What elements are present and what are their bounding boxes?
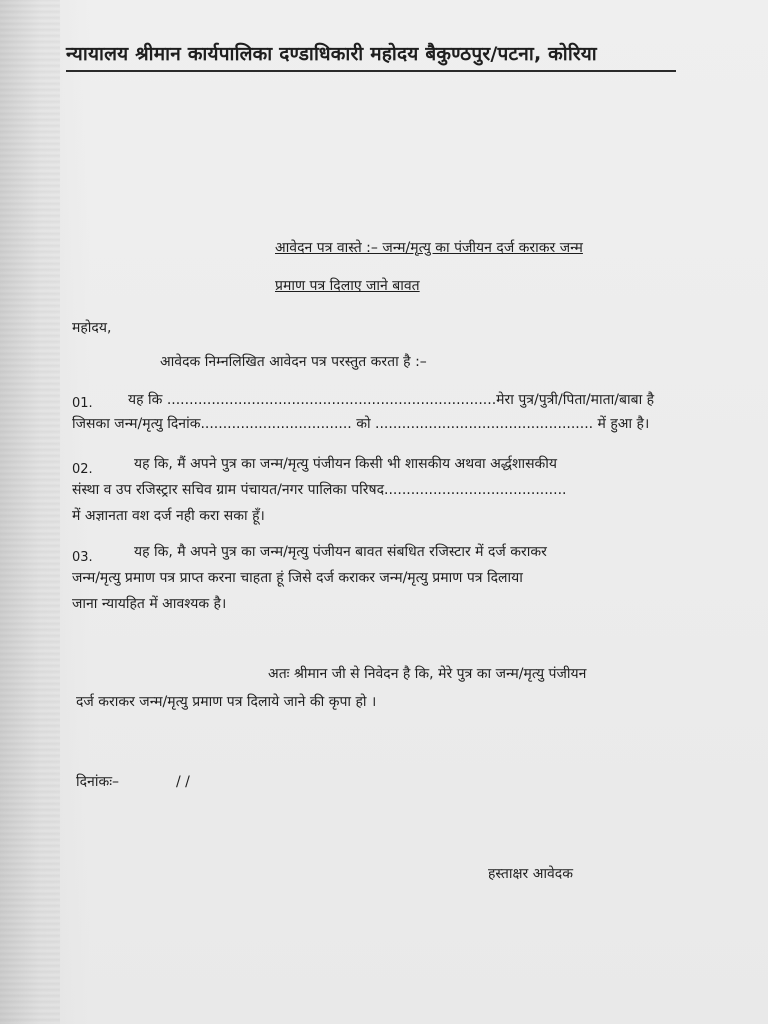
subject-line-2: प्रमाण पत्र दिलाए जाने बावत xyxy=(275,278,420,294)
request-line-2: दर्ज कराकर जन्म/मृत्यु प्रमाण पत्र दिलाये जाने की कृपा हो । xyxy=(76,694,377,710)
para-2-number: 02. xyxy=(72,462,93,477)
para-3-line-3: जाना न्यायहित में आवश्यक है। xyxy=(72,596,227,612)
para-3-line-1: यह कि, मै अपने पुत्र का जन्म/मृत्यु पंजीयन बावत संबधित रजिस्टार में दर्ज कराकर xyxy=(134,544,547,560)
para-2-line-3: में अज्ञानता वश दर्ज नही करा सका हूँ। xyxy=(72,508,265,524)
para-3-number: 03. xyxy=(72,550,93,565)
signature-label: हस्ताक्षर आवेदक xyxy=(488,866,573,882)
intro-line: आवेदक निम्नलिखित आवेदन पत्र परस्तुत करता है :– xyxy=(160,354,427,370)
para-1-line-2: जिसका जन्म/मृत्यु दिनांक.................................. को ................................................. में हुआ है। xyxy=(72,416,650,432)
date-blank: / / xyxy=(176,774,190,790)
para-3-line-2: जन्म/मृत्यु प्रमाण पत्र प्राप्त करना चाहता हूं जिसे दर्ज कराकर जन्म/मृत्यु प्रमाण पत्र दिलाया xyxy=(72,570,523,586)
date-label: दिनांकः– xyxy=(76,774,120,790)
para-2-line-2: संस्था व उप रजिस्ट्रार सचिव ग्राम पंचायत/नगर पालिका परिषद......................................... xyxy=(72,482,567,498)
scan-shadow-edge xyxy=(0,0,60,1024)
para-1-number: 01. xyxy=(72,396,93,411)
para-1-line-1: यह कि ..........................................................................मेरा पुत्र/पुत्री/पिता/माता/बाबा है xyxy=(128,392,655,408)
salutation: महोदय, xyxy=(72,320,112,336)
heading-underline xyxy=(66,70,676,72)
para-2-line-1: यह कि, मैं अपने पुत्र का जन्म/मृत्यु पंजीयन किसी भी शासकीय अथवा अर्द्धशासकीय xyxy=(134,456,558,472)
request-line-1: अतः श्रीमान जी से निवेदन है कि, मेरे पुत्र का जन्म/मृत्यु पंजीयन xyxy=(268,666,587,682)
subject-line-1: आवेदन पत्र वास्ते :– जन्म/मृत्यु का पंजीयन दर्ज कराकर जन्म xyxy=(275,240,583,256)
court-heading: न्यायालय श्रीमान कार्यपालिका दण्डाधिकारी महोदय बैकुण्ठपुर/पटना, कोरिया xyxy=(66,43,597,65)
